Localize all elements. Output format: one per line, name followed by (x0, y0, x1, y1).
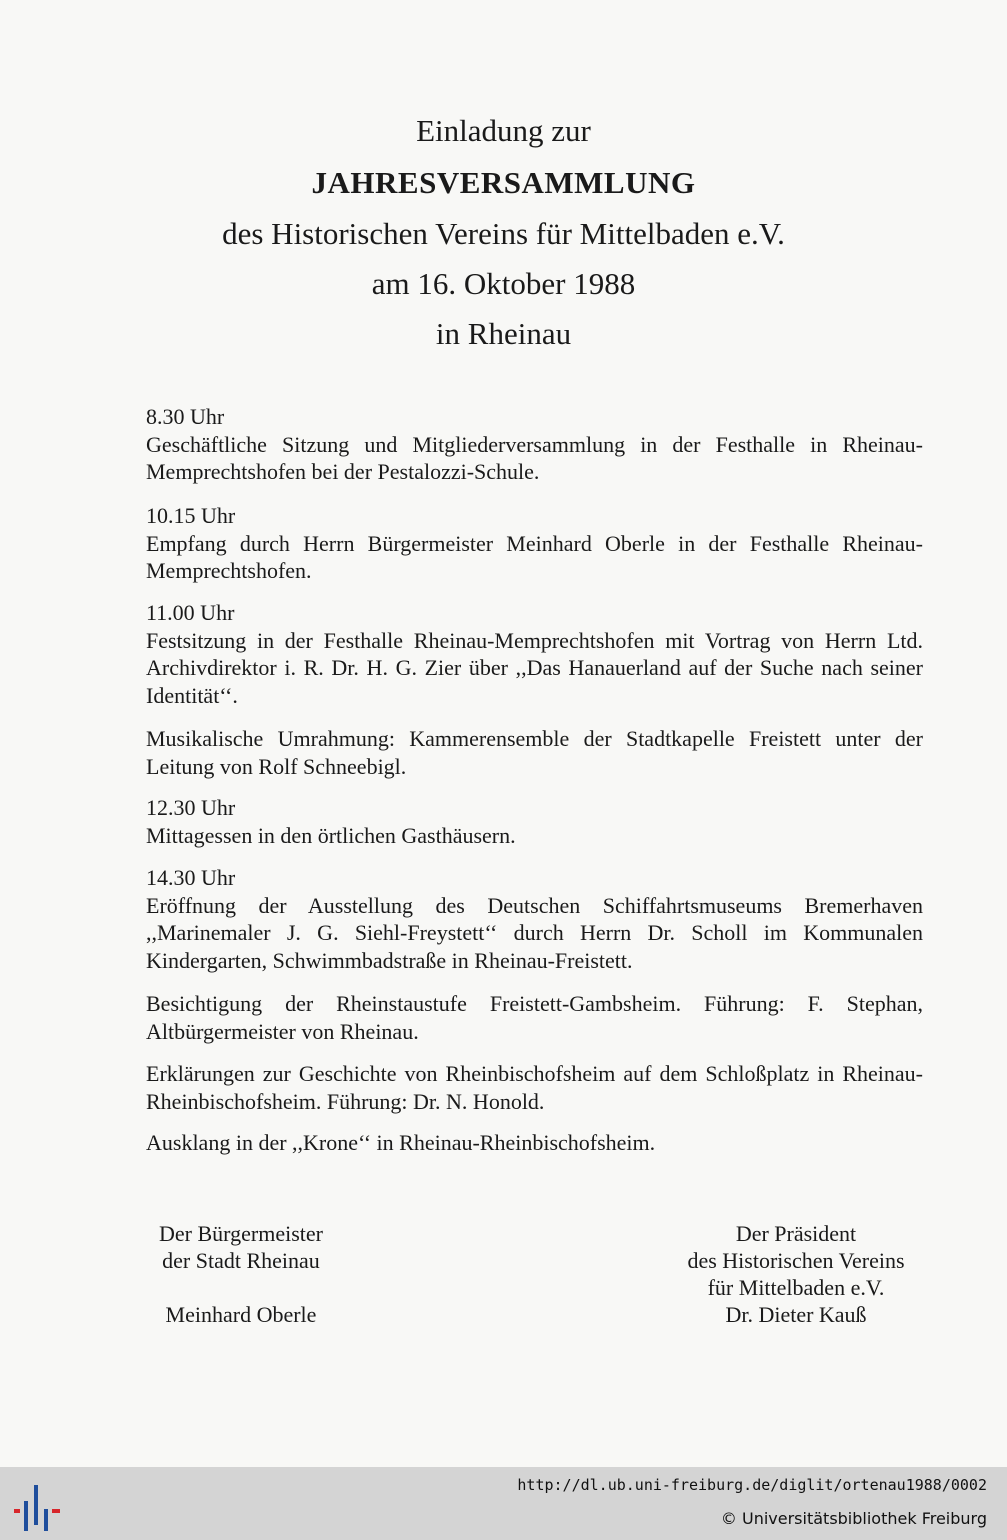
footer-bar (0, 1467, 1007, 1540)
library-logo-icon (12, 1479, 64, 1533)
signature-title: für Mittelbaden e.V. (707, 1275, 885, 1300)
signature-president (665, 1220, 927, 1328)
program-text: Empfang durch Herrn Bürgermeister Meinhard Oberle in der Festhalle Rheinau-Memprechtshofen. (146, 530, 923, 583)
signature-mayor (146, 1220, 336, 1328)
location-line: in Rheinau (435, 316, 572, 351)
program-item (146, 599, 923, 709)
event-title: JAHRESVERSAMMLUNG (311, 165, 696, 200)
signature-name: Dr. Dieter Kauß (725, 1302, 867, 1327)
program-item (146, 990, 923, 1045)
signature-name: Meinhard Oberle (165, 1302, 317, 1327)
program-item (146, 725, 923, 780)
program-item (146, 1129, 923, 1157)
program-text: Erklärungen zur Geschichte von Rheinbischofsheim auf dem Schloßplatz in Rheinau-Rheinbischofsheim. Führung: Dr. N. Honold. (146, 1061, 923, 1114)
program-text: Mittagessen in den örtlichen Gasthäusern. (146, 822, 516, 848)
invitation-line: Einladung zur (416, 113, 591, 148)
organization-line: des Historischen Vereins für Mittelbaden e.V. (222, 216, 785, 251)
program-item (146, 502, 923, 585)
program-time: 12.30 Uhr (146, 795, 236, 820)
program-text: Musikalische Umrahmung: Kammerensemble der Stadtkapelle Freistett unter der Leitung von Rolf Schneebigl. (146, 726, 923, 779)
program-text: Besichtigung der Rheinstaustufe Freistett-Gambsheim. Führung: F. Stephan, Altbürgermeister von Rheinau. (146, 991, 923, 1044)
program-item (146, 403, 923, 486)
copyright-text: © Universitätsbibliothek Freiburg (720, 1509, 987, 1528)
permalink-url[interactable]: http://dl.ub.uni-freiburg.de/diglit/ortenau1988/0002 (517, 1476, 987, 1494)
signature-title: Der Präsident (735, 1221, 857, 1246)
signature-title: Der Bürgermeister (159, 1221, 323, 1246)
program-time: 14.30 Uhr (146, 865, 236, 890)
program-item (146, 794, 923, 849)
date-line: am 16. Oktober 1988 (371, 266, 636, 301)
program-time: 10.15 Uhr (146, 503, 236, 528)
signature-title: des Historischen Vereins (687, 1248, 905, 1273)
program-text: Festsitzung in der Festhalle Rheinau-Memprechtshofen mit Vortrag von Herrn Ltd. Archivdirektor i. R. Dr. H. G. Zier über ,,Das Hanauerland auf der Suche nach seiner Identität‘‘. (146, 627, 923, 708)
program-item (146, 1060, 923, 1115)
program-item (146, 864, 923, 974)
program-text: Geschäftliche Sitzung und Mitgliederversammlung in der Festhalle in Rheinau-Memprechtshofen bei der Pestalozzi-Schule. (146, 431, 923, 484)
program-text: Ausklang in der ,,Krone‘‘ in Rheinau-Rheinbischofsheim. (146, 1130, 656, 1155)
signature-title: der Stadt Rheinau (162, 1248, 320, 1273)
program-time: 8.30 Uhr (146, 404, 225, 429)
program-text: Eröffnung der Ausstellung des Deutschen Schiffahrtsmuseums Bremerhaven ,,Marinemaler J. G. Siehl-Freystett‘‘ durch Herrn Dr. Scholl im Kommunalen Kindergarten, Schwimmbadstraße in Rheinau-Freistett. (146, 892, 923, 973)
program-time: 11.00 Uhr (146, 600, 235, 625)
